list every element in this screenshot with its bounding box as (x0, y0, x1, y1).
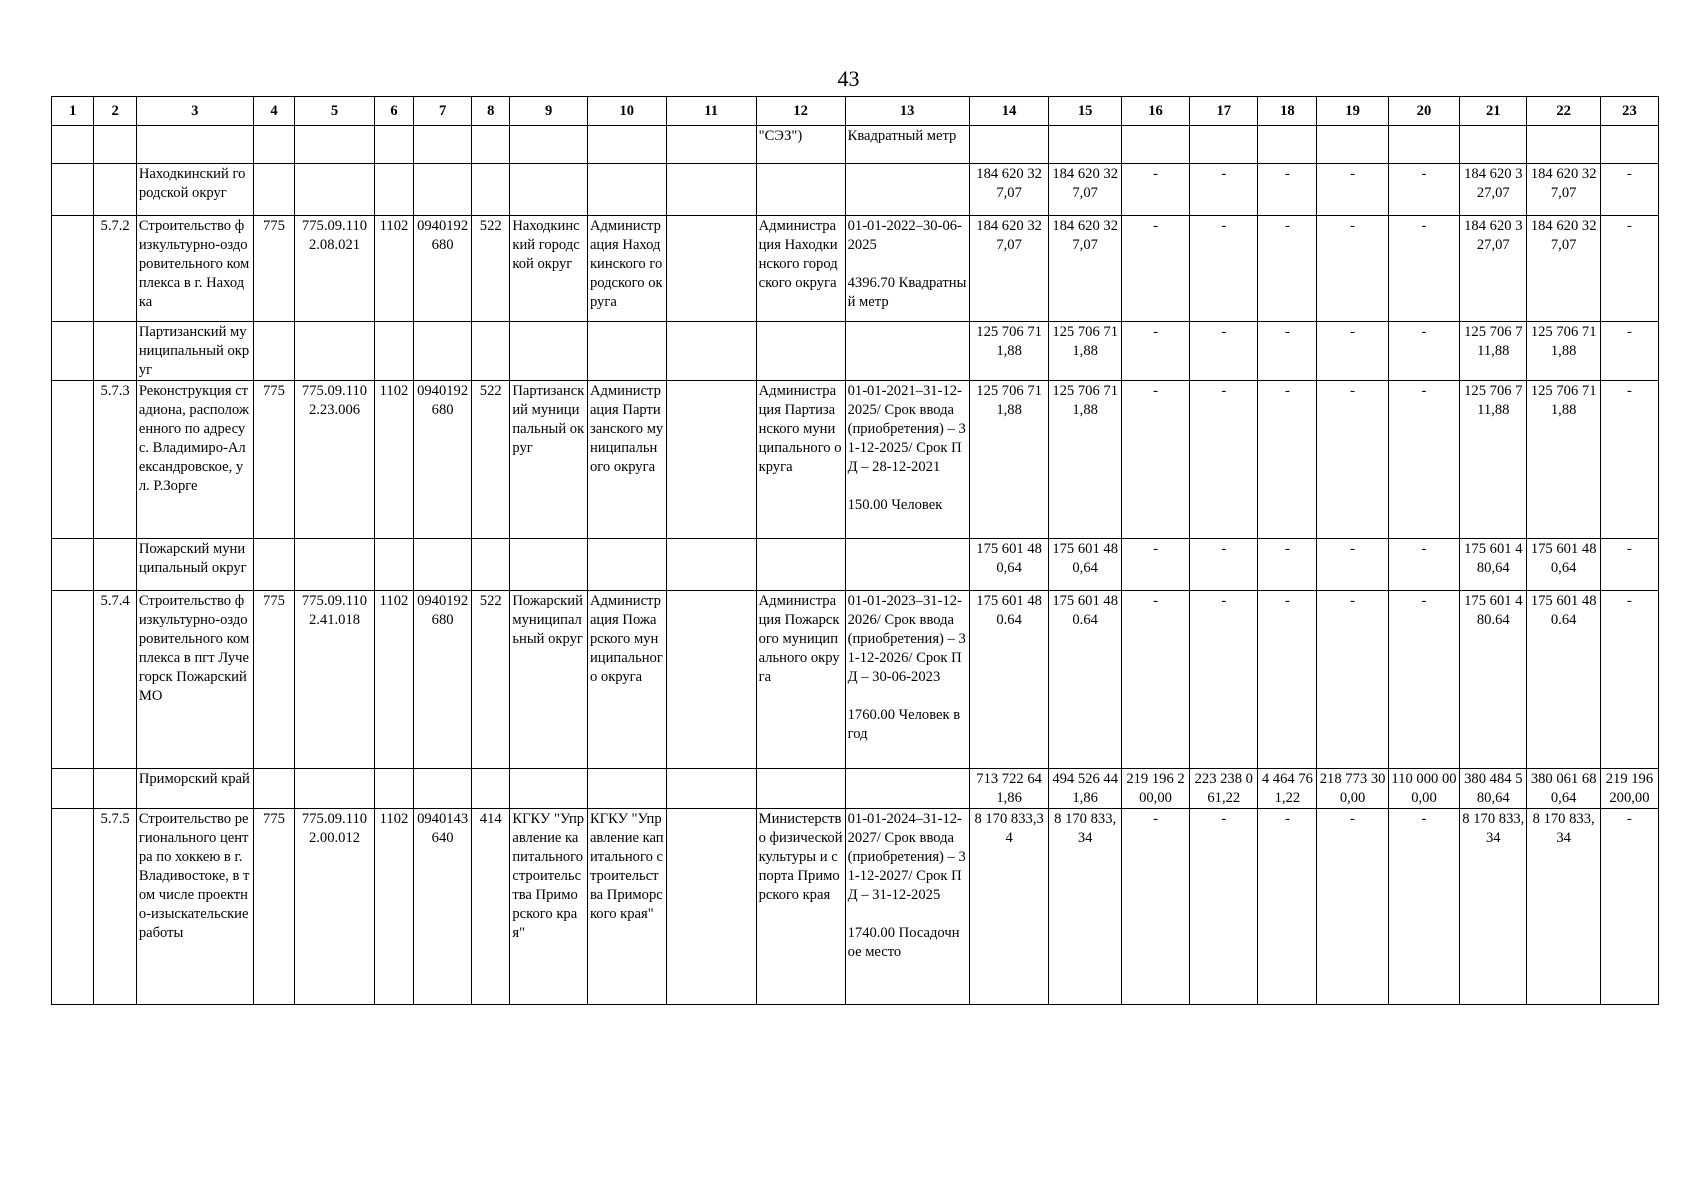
table-cell: 775.09.1102.00.012 (295, 809, 375, 1005)
table-cell: Строительство физкультурно-оздоровительного комплекса в пгт Лучегорск Пожарский МО (136, 591, 253, 769)
table-cell (510, 164, 588, 216)
table-cell: 5.7.2 (94, 216, 136, 322)
table-cell: 8 170 833,34 (1460, 809, 1527, 1005)
table-cell: - (1600, 591, 1658, 769)
table-cell (52, 809, 94, 1005)
table-cell: - (1258, 809, 1317, 1005)
table-cell (845, 322, 969, 381)
table-cell (94, 322, 136, 381)
table-cell (52, 539, 94, 591)
table-cell (374, 769, 413, 809)
table-cell: 1102 (374, 809, 413, 1005)
table-cell (587, 322, 666, 381)
table-cell: 5.7.4 (94, 591, 136, 769)
table-cell (666, 164, 756, 216)
header-cell: 15 (1049, 97, 1121, 126)
table-cell: - (1600, 322, 1658, 381)
table-cell: 1102 (374, 216, 413, 322)
header-cell: 23 (1600, 97, 1658, 126)
table-cell (1049, 126, 1121, 164)
table-cell: 01-01-2023–31-12-2026/ Срок ввода (приобретения) – 31-12-2026/ Срок ПД – 30-06-2023 1760.00 Человек в год (845, 591, 969, 769)
table-cell: 01-01-2021–31-12-2025/ Срок ввода (приобретения) – 31-12-2025/ Срок ПД – 28-12-2021 150.00 Человек (845, 381, 969, 539)
table-cell: Партизанский муниципальный округ (136, 322, 253, 381)
table-row (52, 539, 1659, 591)
table-cell: 1102 (374, 591, 413, 769)
table-cell (253, 164, 294, 216)
table-cell: Администрация Находкинского городского округа (587, 216, 666, 322)
table-cell (94, 539, 136, 591)
table-cell: Партизанский муниципальный округ (510, 381, 588, 539)
table-cell: 0940192680 (414, 216, 472, 322)
table-cell: Администрация Пожарского муниципального округа (756, 591, 845, 769)
header-cell: 22 (1527, 97, 1600, 126)
table-cell: 175 601 480,64 (1460, 539, 1527, 591)
table-cell: 125 706 711,88 (969, 381, 1049, 539)
table-cell: 775 (253, 381, 294, 539)
data-table (51, 96, 1659, 1005)
table-cell: 110 000 000,00 (1388, 769, 1459, 809)
table-cell (587, 769, 666, 809)
table-cell: 125 706 711,88 (969, 322, 1049, 381)
header-cell: 7 (414, 97, 472, 126)
table-cell (295, 126, 375, 164)
table-cell (845, 539, 969, 591)
table-cell: - (1258, 381, 1317, 539)
header-cell: 6 (374, 97, 413, 126)
table-cell (253, 769, 294, 809)
table-cell (136, 126, 253, 164)
table-cell: 713 722 641,86 (969, 769, 1049, 809)
header-cell: 21 (1460, 97, 1527, 126)
table-cell: 0940143640 (414, 809, 472, 1005)
table-cell: 522 (472, 591, 510, 769)
table-cell: Пожарский муниципальный округ (136, 539, 253, 591)
table-cell: 223 238 061,22 (1190, 769, 1258, 809)
table-cell: Администрация Находкинского городского округа (756, 216, 845, 322)
table-header-row (52, 97, 1659, 126)
table-cell (374, 322, 413, 381)
table-cell (52, 126, 94, 164)
table-cell: - (1258, 591, 1317, 769)
table-cell: 380 484 580,64 (1460, 769, 1527, 809)
table-cell: 522 (472, 216, 510, 322)
table-cell (1527, 126, 1600, 164)
table-cell: 8 170 833,34 (1527, 809, 1600, 1005)
table-cell (472, 322, 510, 381)
table-cell: 494 526 441,86 (1049, 769, 1121, 809)
table-cell: Строительство регионального центра по хоккею в г.Владивостоке, в том числе проектно-изыскательские работы (136, 809, 253, 1005)
table-cell: 0940192680 (414, 381, 472, 539)
table-cell: - (1388, 322, 1459, 381)
table-cell: 184 620 327,07 (969, 216, 1049, 322)
table-cell (414, 769, 472, 809)
table-row (52, 591, 1659, 769)
table-cell (666, 126, 756, 164)
table-cell (52, 322, 94, 381)
header-cell: 19 (1317, 97, 1388, 126)
table-cell (414, 539, 472, 591)
table-cell (510, 769, 588, 809)
header-cell: 9 (510, 97, 588, 126)
table-cell: 522 (472, 381, 510, 539)
table-cell (756, 769, 845, 809)
table-cell: Администрация Партизанского муниципального округа (587, 381, 666, 539)
table-cell (587, 539, 666, 591)
table-cell (845, 164, 969, 216)
header-cell: 10 (587, 97, 666, 126)
table-cell (666, 591, 756, 769)
table-cell: - (1388, 539, 1459, 591)
table-cell: - (1388, 381, 1459, 539)
table-row (52, 322, 1659, 381)
table-cell: Министерство физической культуры и спорта Приморского края (756, 809, 845, 1005)
table-cell: - (1190, 809, 1258, 1005)
table-cell (666, 809, 756, 1005)
table-cell: Администрация Пожарского муниципального округа (587, 591, 666, 769)
table-cell (374, 126, 413, 164)
table-cell: 4 464 761,22 (1258, 769, 1317, 809)
table-cell (1258, 126, 1317, 164)
table-cell: Администрация Партизанского муниципального округа (756, 381, 845, 539)
table-cell: 125 706 711,88 (1049, 381, 1121, 539)
header-cell: 4 (253, 97, 294, 126)
table-cell: - (1317, 216, 1388, 322)
table-cell: 184 620 327,07 (1527, 164, 1600, 216)
table-cell: - (1388, 216, 1459, 322)
table-cell: - (1190, 322, 1258, 381)
table-cell (969, 126, 1049, 164)
table-cell: - (1388, 591, 1459, 769)
table-row (52, 809, 1659, 1005)
table-cell: 01-01-2024–31-12-2027/ Срок ввода (приобретения) – 31-12-2027/ Срок ПД – 31-12-2025 1740.00 Посадочное место (845, 809, 969, 1005)
table-cell: - (1600, 216, 1658, 322)
table-cell (253, 322, 294, 381)
table-cell: 175 601 480,64 (1049, 539, 1121, 591)
table-cell: - (1258, 164, 1317, 216)
table-cell (756, 164, 845, 216)
table-cell: 8 170 833,34 (969, 809, 1049, 1005)
header-cell: 5 (295, 97, 375, 126)
table-row (52, 381, 1659, 539)
table-cell: 219 196 200,00 (1600, 769, 1658, 809)
table-cell: - (1317, 539, 1388, 591)
table-cell: - (1600, 809, 1658, 1005)
table-cell: - (1317, 809, 1388, 1005)
table-row (52, 769, 1659, 809)
table-cell: Пожарский муниципальный округ (510, 591, 588, 769)
table-cell (52, 216, 94, 322)
table-cell: - (1388, 164, 1459, 216)
table-cell (1600, 126, 1658, 164)
table-cell: 414 (472, 809, 510, 1005)
table-cell (295, 322, 375, 381)
table-cell: 380 061 680,64 (1527, 769, 1600, 809)
table-cell: - (1258, 322, 1317, 381)
table-cell: 1102 (374, 381, 413, 539)
table-cell: КГКУ "Управление капитального строительства Приморского края" (587, 809, 666, 1005)
header-cell: 16 (1121, 97, 1189, 126)
table-cell: 125 706 711,88 (1460, 381, 1527, 539)
table-cell: - (1317, 381, 1388, 539)
table-row (52, 216, 1659, 322)
header-cell: 11 (666, 97, 756, 126)
header-cell: 20 (1388, 97, 1459, 126)
table-cell (52, 769, 94, 809)
table-cell: - (1121, 381, 1189, 539)
table-row (52, 164, 1659, 216)
table-cell: 8 170 833,34 (1049, 809, 1121, 1005)
table-cell (253, 539, 294, 591)
table-cell: "СЭЗ") (756, 126, 845, 164)
table-cell: 775.09.1102.23.006 (295, 381, 375, 539)
table-cell (587, 126, 666, 164)
table-cell: - (1600, 539, 1658, 591)
table-cell (666, 322, 756, 381)
table-cell (295, 539, 375, 591)
table-cell (666, 769, 756, 809)
header-cell: 18 (1258, 97, 1317, 126)
table-cell: Находкинский городской округ (510, 216, 588, 322)
table-cell (666, 216, 756, 322)
table-cell (472, 126, 510, 164)
table-cell: 125 706 711,88 (1527, 381, 1600, 539)
table-cell: Приморский край (136, 769, 253, 809)
table-cell (510, 322, 588, 381)
header-cell: 12 (756, 97, 845, 126)
table-cell: 5.7.5 (94, 809, 136, 1005)
table-cell (253, 126, 294, 164)
header-cell: 1 (52, 97, 94, 126)
table-cell (52, 164, 94, 216)
table-cell (472, 769, 510, 809)
table-cell (587, 164, 666, 216)
table-cell: - (1317, 164, 1388, 216)
table-cell: 775 (253, 591, 294, 769)
table-cell (374, 539, 413, 591)
page-number: 43 (837, 66, 860, 91)
table-cell: 175 601 480.64 (1460, 591, 1527, 769)
table-cell (1388, 126, 1459, 164)
table-cell: - (1258, 216, 1317, 322)
table-cell (1190, 126, 1258, 164)
table-cell: 184 620 327,07 (1049, 164, 1121, 216)
table-cell: - (1600, 164, 1658, 216)
table-cell: - (1388, 809, 1459, 1005)
table-cell: 175 601 480.64 (969, 591, 1049, 769)
table-cell: 175 601 480.64 (1527, 591, 1600, 769)
table-cell: Реконструкция стадиона, расположенного по адресу с. Владимиро-Александровское, ул. Р.Зорге (136, 381, 253, 539)
table-cell (845, 769, 969, 809)
table-cell: 01-01-2022–30-06-2025 4396.70 Квадратный метр (845, 216, 969, 322)
table-cell: 219 196 200,00 (1121, 769, 1189, 809)
table-cell (1317, 126, 1388, 164)
table-cell (1121, 126, 1189, 164)
table-cell: - (1121, 216, 1189, 322)
table-cell: - (1190, 539, 1258, 591)
table-cell: - (1600, 381, 1658, 539)
table-cell: 125 706 711,88 (1049, 322, 1121, 381)
table-cell (510, 539, 588, 591)
table-cell (374, 164, 413, 216)
table-cell: - (1121, 591, 1189, 769)
table-cell: 775.09.1102.08.021 (295, 216, 375, 322)
table-cell: - (1190, 591, 1258, 769)
table-cell: Находкинский городской округ (136, 164, 253, 216)
table-cell (52, 381, 94, 539)
header-cell: 3 (136, 97, 253, 126)
table-cell (756, 539, 845, 591)
table-cell: - (1121, 164, 1189, 216)
table-cell (414, 164, 472, 216)
table-cell (510, 126, 588, 164)
table-cell: 184 620 327,07 (1460, 164, 1527, 216)
header-cell: 2 (94, 97, 136, 126)
table-cell (472, 539, 510, 591)
table-cell: КГКУ "Управление капитального строительства Приморского края" (510, 809, 588, 1005)
table-cell: 0940192680 (414, 591, 472, 769)
table-cell: - (1121, 322, 1189, 381)
table-cell (94, 126, 136, 164)
table-cell: 175 601 480.64 (1049, 591, 1121, 769)
table-cell (94, 164, 136, 216)
table-cell: 218 773 300,00 (1317, 769, 1388, 809)
table-cell: Квадратный метр (845, 126, 969, 164)
table-cell (666, 539, 756, 591)
table-cell (472, 164, 510, 216)
table-cell: Строительство физкультурно-оздоровительного комплекса в г. Находка (136, 216, 253, 322)
header-cell: 17 (1190, 97, 1258, 126)
table-cell (666, 381, 756, 539)
table-cell: - (1258, 539, 1317, 591)
header-cell: 13 (845, 97, 969, 126)
table-cell: - (1190, 216, 1258, 322)
table-cell: - (1121, 539, 1189, 591)
table-cell: 184 620 327,07 (1049, 216, 1121, 322)
table-cell: - (1190, 164, 1258, 216)
table-cell: - (1190, 381, 1258, 539)
table-cell: 175 601 480,64 (969, 539, 1049, 591)
table-cell (295, 164, 375, 216)
table-row (52, 126, 1659, 164)
table-cell: 125 706 711,88 (1527, 322, 1600, 381)
table-cell: 175 601 480,64 (1527, 539, 1600, 591)
table-cell: 184 620 327,07 (1527, 216, 1600, 322)
table-cell: - (1121, 809, 1189, 1005)
table-cell (1460, 126, 1527, 164)
table-cell: 184 620 327,07 (1460, 216, 1527, 322)
table-cell (295, 769, 375, 809)
table-cell: 5.7.3 (94, 381, 136, 539)
table-cell: - (1317, 591, 1388, 769)
header-cell: 8 (472, 97, 510, 126)
table-cell (756, 322, 845, 381)
table-cell: 775 (253, 216, 294, 322)
table-cell: 184 620 327,07 (969, 164, 1049, 216)
table-cell: 125 706 711,88 (1460, 322, 1527, 381)
header-cell: 14 (969, 97, 1049, 126)
table-cell: 775.09.1102.41.018 (295, 591, 375, 769)
table-cell (94, 769, 136, 809)
table-cell (414, 322, 472, 381)
table-cell (414, 126, 472, 164)
table-cell: 775 (253, 809, 294, 1005)
table-cell: - (1317, 322, 1388, 381)
table-cell (52, 591, 94, 769)
